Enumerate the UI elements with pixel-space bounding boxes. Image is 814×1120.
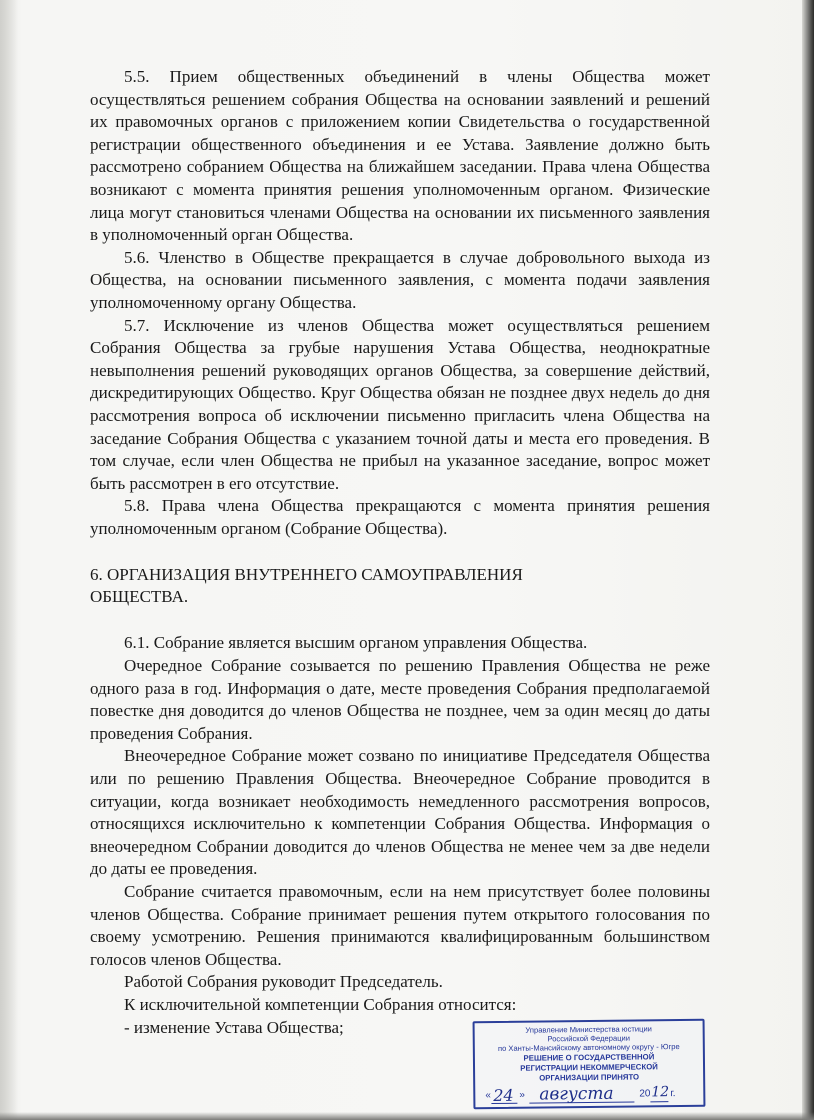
page-right-edge: [802, 0, 814, 1120]
stamp-quote-open: «: [485, 1090, 491, 1102]
stamp-year-underline: [650, 1101, 668, 1102]
paragraph-5-6: 5.6. Членство в Обществе прекращается в случае добровольного выхода из Общества, на основании письменного заявления, с момента подачи заявления уполномоченному органу Общества.: [90, 247, 710, 312]
heading-line-1: 6. ОРГАНИЗАЦИЯ ВНУТРЕННЕГО САМОУПРАВЛЕНИЯ: [90, 565, 523, 585]
stamp-day: 24: [493, 1085, 514, 1106]
paragraph-6-1: 6.1. Собрание является высшим органом управления Общества.: [124, 633, 588, 653]
paragraph-5-8: 5.8. Права члена Общества прекращаются с момента принятия решения уполномоченным органом (Собрание Общества).: [90, 496, 710, 538]
section-6-heading: [90, 564, 710, 608]
stamp-year-prefix: 20: [639, 1088, 651, 1100]
list-item-charter-change: - изменение Устава Общества;: [124, 1017, 344, 1037]
stamp-line-6: ОРГАНИЗАЦИИ ПРИНЯТО: [539, 1072, 640, 1083]
paragraph-5-7: 5.7. Исключение из членов Общества может осуществляться решением Собрания Общества за грубые нарушения Устава Общества, неоднократные невыполнения решений руководящих органов Общества, за совершение действий, дискредитирующих Общество. Круг Общества обязан не позднее двух недель до дня рассмотрения вопроса об исключении письменно пригласить члена Общества на заседание Собрания Общества с указанием точной даты и места его проведения. В том случае, если член Общества не прибыл на указанное заседание, вопрос может быть рассмотрен в его отсутствие.: [90, 315, 710, 493]
stamp-line-4: РЕШЕНИЕ О ГОСУДАРСТВЕННОЙ: [523, 1052, 655, 1063]
registration-stamp: [473, 1019, 706, 1109]
heading-line-2: ОБЩЕСТВА.: [90, 587, 189, 607]
stamp-quote-close: »: [519, 1089, 525, 1101]
stamp-line-3: по Ханты-Мансийскому автономному округу - Югре: [497, 1042, 680, 1053]
stamp-month: августа: [539, 1083, 614, 1105]
document-body: [90, 66, 710, 1039]
stamp-date-line: [479, 1085, 699, 1107]
page-bottom-edge: [0, 1112, 814, 1120]
stamp-line-1: Управление Министерства юстиции: [525, 1024, 652, 1035]
paragraph-5-5: 5.5. Прием общественных объединений в члены Общества может осуществляться решением собрания Общества на основании заявлений и решений их правомочных органов с приложением копии Свидетельства о государственной регистрации общественного объединения и ее Устава. Заявление должно быть рассмотрено собранием Общества на ближайшем заседании. Права члена Общества возникают с момента принятия решения уполномоченным органом. Физические лица могут становиться членами Общества на основании их письменного заявления в уполномоченный орган Общества.: [90, 67, 710, 245]
stamp-year-suffix: г.: [670, 1088, 676, 1100]
page-left-shadow: [0, 0, 18, 1120]
stamp-line-2: Российской Федерации: [547, 1033, 631, 1044]
paragraph-chairman: Работой Собрания руководит Председатель.: [124, 972, 443, 992]
stamp-line-5: РЕГИСТРАЦИИ НЕКОММЕРЧЕСКОЙ: [520, 1062, 658, 1073]
stamp-year: 12: [651, 1084, 670, 1101]
paragraph-quorum: Собрание считается правомочным, если на нем присутствует более половины членов Общества. Собрание принимает решения путем открытого голосования по своему усмотрению. Решения принимаются квалифицированным большинством голосов членов Общества.: [90, 882, 710, 969]
paragraph-competence: К исключительной компетенции Собрания относится:: [124, 994, 517, 1014]
paragraph-regular-meeting: Очередное Собрание созывается по решению Правления Общества не реже одного раза в год. Информация о дате, месте проведения Собрания предполагаемой повестке дня доводится до членов Общества не позднее, чем за один месяц до даты проведения Собрания.: [90, 656, 710, 743]
paragraph-extraordinary-meeting: Внеочередное Собрание может созвано по инициативе Председателя Общества или по решению Правления Общества. Внеочередное Собрание проводится в ситуации, когда возникает необходимость немедленного рассмотрения вопросов, относящихся исключительно к компетенции Собрания Общества. Информация о внеочередном Собрании доводится до членов Общества не менее чем за две недели до даты ее проведения.: [90, 746, 710, 879]
